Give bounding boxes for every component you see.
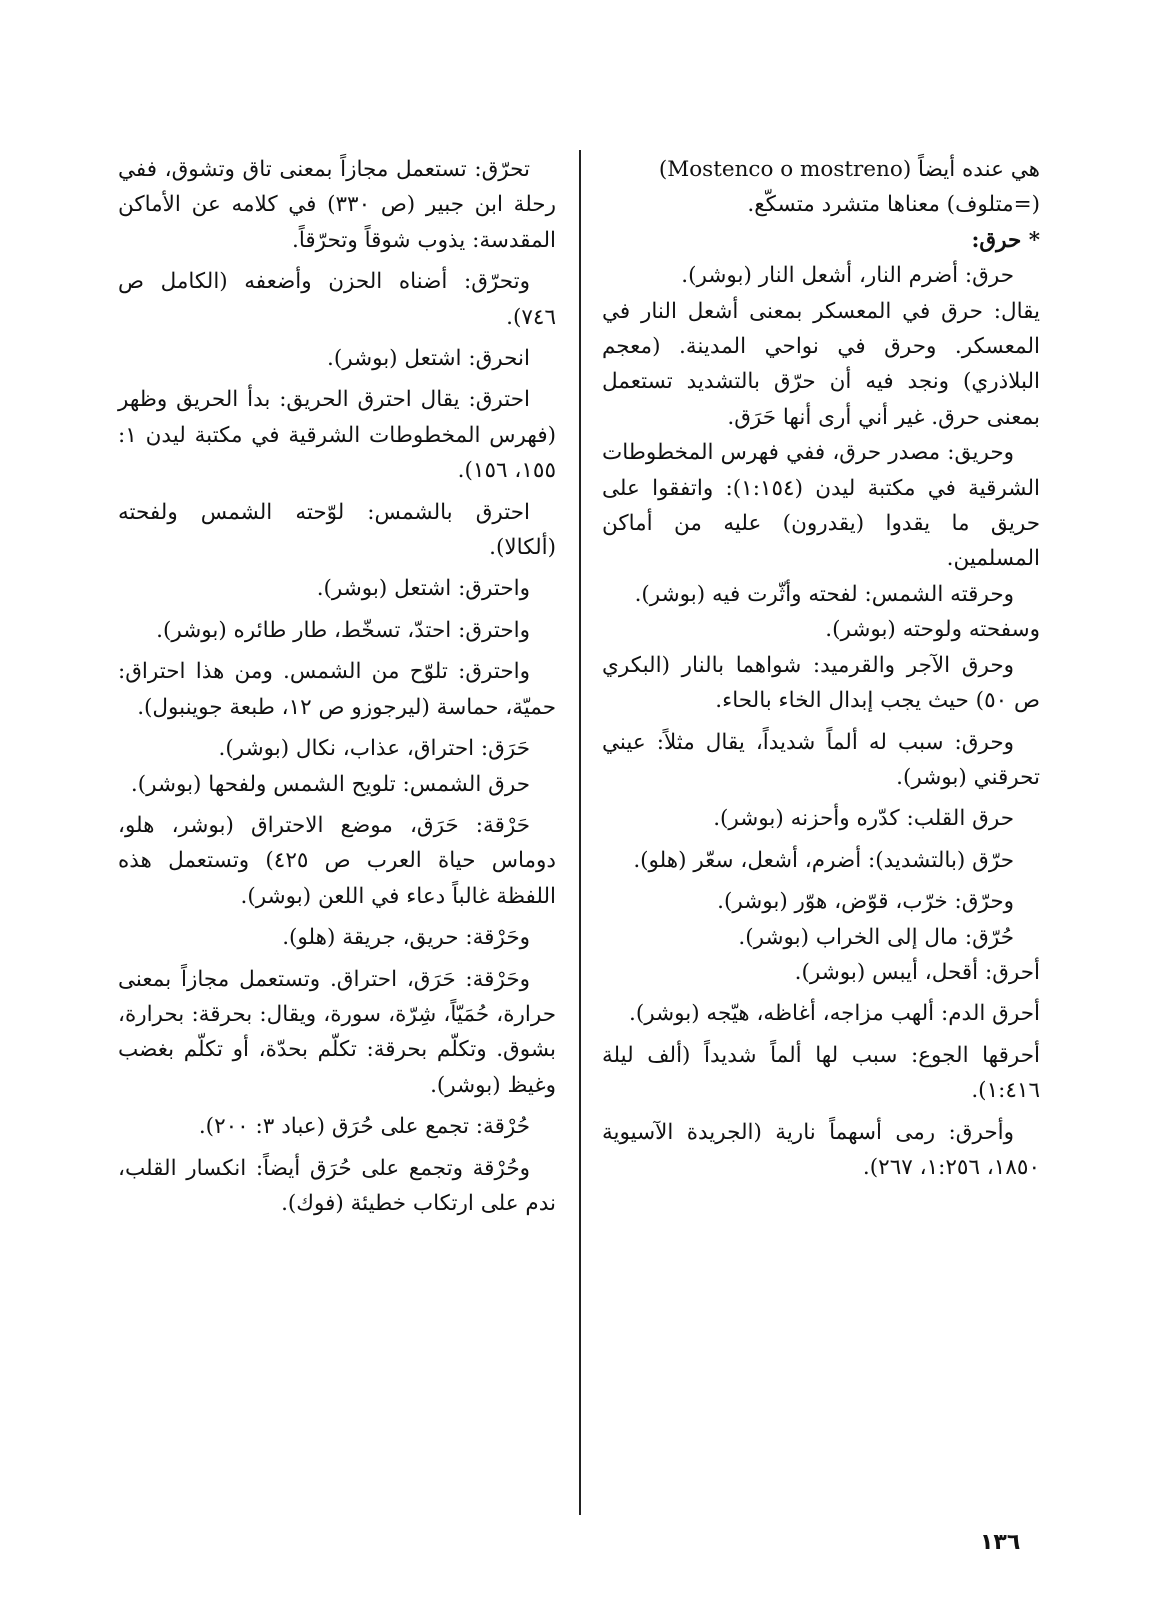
entry-paragraph: احترق: يقال احترق الحريق: بدأ الحريق وظهر (فهرس المخطوطات الشرقية في مكتبة ليدن ١: ١٥٥، ١٥٦). — [118, 387, 556, 484]
entry-paragraph: أحرق الدم: ألهب مزاجه، أغاظه، هيّجه (بوشر). — [629, 1001, 1040, 1027]
entry-paragraph: وحَرْقة: حَرَق، احتراق. وتستعمل مجازاً بمعنى حرارة، حُمَيّاً، شِرّة، سورة، ويقال: بحرقة: بحرارة، بشوق. وتكلّم بحرقة: تكلّم بحدّة، أو تكلّم بغضب وغيظ (بوشر). — [118, 966, 556, 1098]
entry-paragraph: احترق بالشمس: لوّحته الشمس ولفحته (ألكالا). — [118, 499, 556, 561]
column-divider — [579, 150, 581, 1515]
entry-paragraph: وحُرْقة وتجمع على حُرَق أيضاً: انكسار القلب، ندم على ارتكاب خطيئة (فوك). — [118, 1155, 556, 1216]
entry-paragraph: انحرق: اشتعل (بوشر). — [326, 346, 530, 372]
entry-paragraph: حَرَق: احتراق، عذاب، نكال (بوشر). — [218, 736, 530, 762]
entry-paragraph: وأحرق: رمى أسهماً نارية (الجريدة الآسيوية ١٨٥٠، ١:٢٥٦، ٢٦٧). — [602, 1119, 1040, 1180]
entry-paragraph: وحرق الآجر والقرميد: شواهما بالنار (البكري ص ٥٠) حيث يجب إبدال الخاء بالحاء. — [602, 652, 1040, 714]
entry-paragraph: وحرق: سبب له ألماً شديداً، يقال مثلاً: عيني تحرقني (بوشر). — [602, 729, 1040, 790]
entry-paragraph: واحترق: تلوّح من الشمس. ومن هذا احتراق: حميّة، حماسة (ليرجوزو ص ١٢، طبعة جوينبول). — [118, 659, 556, 720]
entry-paragraph: (=متلوف) معناها متشرد متسكّع. — [747, 192, 1040, 218]
entry-paragraph: واحترق: احتدّ، تسخّط، طار طائره (بوشر). — [156, 617, 530, 643]
entry-paragraph: حُرْقة: تجمع على حُرَق (عباد ٣: ٢٠٠). — [198, 1114, 530, 1140]
entry-paragraph: يقال: حرق في المعسكر بمعنى أشعل النار في المعسكر. وحرق في نواحي المدينة. (معجم البلاذري) ونجد فيه أن حرّق بالتشديد تستعمل بمعنى حرق. غير أني أرى أنها حَرَق. — [602, 298, 1040, 430]
entry-paragraph: حرق: أضرم النار، أشعل النار (بوشر). — [681, 263, 1014, 289]
entry-paragraph: واحترق: اشتعل (بوشر). — [316, 576, 530, 602]
entry-paragraph: تحرّق: تستعمل مجازاً بمعنى تاق وتشوق، ففي رحلة ابن جبير (ص ٣٣٠) في كلامه عن الأماكن المقدسة: يذوب شوقاً وتحرّقاً. — [118, 157, 556, 253]
entry-paragraph: حَرْقة: حَرَق، موضع الاحتراق (بوشر، هلو، دوماس حياة العرب ص ٤٢٥) وتستعمل هذه اللفظة غالباً دعاء في اللعن (بوشر). — [118, 812, 556, 909]
left-column — [118, 152, 556, 1221]
entry-paragraph: وحَرْقة: حريق، جريقة (هلو). — [282, 925, 530, 951]
entry-paragraph: وسفحته ولوحته (بوشر). — [825, 617, 1040, 643]
root-headword: * حرق: — [971, 227, 1040, 253]
right-column — [602, 152, 1040, 1185]
entry-paragraph: حُرّق: مال إلى الخراب (بوشر). — [738, 924, 1014, 950]
entry-paragraph: وتحرّق: أضناه الحزن وأضعفه (الكامل ص ٧٤٦). — [118, 269, 556, 330]
entry-paragraph: حرق القلب: كدّره وأحزنه (بوشر). — [713, 806, 1014, 832]
entry-paragraph: أحرقها الجوع: سبب لها ألماً شديداً (ألف ليلة ١:٤١٦). — [602, 1042, 1040, 1104]
entry-paragraph: أحرق: أقحل، أيبس (بوشر). — [794, 959, 1040, 985]
entry-paragraph: وحرّق: خرّب، قوّض، هوّر (بوشر). — [717, 889, 1014, 915]
entry-paragraph: وحرقته الشمس: لفحته وأثّرت فيه (بوشر). — [634, 581, 1014, 607]
entry-paragraph: هي عنده أيضاً (Mostenco o mostreno) — [658, 157, 1040, 182]
page-number: ١٣٦ — [980, 1530, 1021, 1555]
entry-paragraph: وحريق: مصدر حرق، ففي فهرس المخطوطات الشرقية في مكتبة ليدن (١:١٥٤): واتفقوا على حريق ما يقدوا (يقدرون) عليه من أماكن المسلمين. — [602, 440, 1040, 572]
entry-paragraph: حرق الشمس: تلويح الشمس ولفحها (بوشر). — [130, 771, 530, 797]
entry-paragraph: حرّق (بالتشديد): أضرم، أشعل، سعّر (هلو). — [633, 847, 1014, 873]
